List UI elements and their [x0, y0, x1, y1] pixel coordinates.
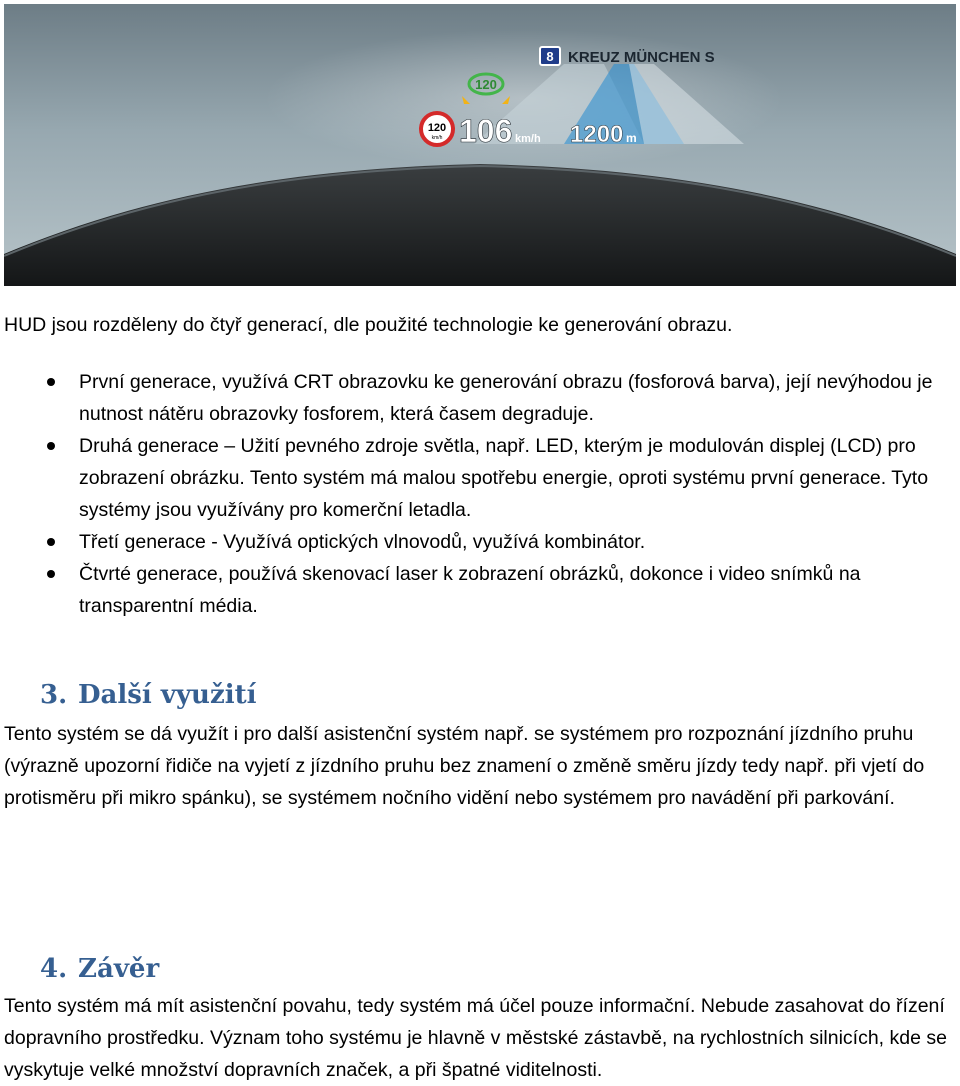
speed-limit-sign	[421, 113, 453, 145]
section-title: Závěr	[78, 954, 160, 984]
hud-illustration	[4, 4, 956, 286]
current-speed: 106	[459, 113, 513, 149]
bullet-icon	[47, 442, 55, 450]
destination-label: KREUZ MÜNCHEN S	[568, 49, 715, 66]
list-item	[4, 430, 948, 526]
bullet-icon	[47, 378, 55, 386]
current-speed-unit: km/h	[515, 133, 541, 145]
section-title: Další využití	[78, 680, 257, 710]
list-item	[4, 366, 948, 430]
section-heading-3	[40, 680, 256, 710]
list-item	[4, 558, 948, 622]
speed-limit-sign-unit: km/h	[431, 135, 443, 141]
list-item-text: Čtvrté generace, používá skenovací laser k zobrazení obrázků, dokonce i video snímků na transparentní média.	[79, 563, 861, 617]
generations-list	[4, 366, 948, 622]
bullet-icon	[47, 570, 55, 578]
bullet-icon	[47, 538, 55, 546]
section-4-paragraph: Tento systém má mít asistenční povahu, tedy systém má účel pouze informační. Nebude zasahovat do řízení dopravního prostředku. Význam toho systému je hlavně v městské zástavbě, na rychlostních silnicích, kde se vyskytuje velké množství dopravních značek, a při špatné viditelnosti.	[4, 995, 947, 1081]
speed-limit-top-value: 120	[475, 77, 497, 92]
section-number: 4.	[40, 954, 68, 984]
section-3-paragraph: Tento systém se dá využít i pro další asistenční systém např. se systémem pro rozpoznání jízdního pruhu (výrazně upozorní řidiče na vyjetí z jízdního pruhu bez znamení o změně směru jízdy tedy např. při vjetí do protisměru při mikro spánku), se systémem nočního vidění nebo systémem pro navádění při parkování.	[4, 723, 925, 809]
intro-paragraph: HUD jsou rozděleny do čtyř generací, dle použité technologie ke generování obrazu.	[4, 314, 733, 336]
speed-limit-sign-value: 120	[427, 122, 447, 134]
route-sign-number: 8	[546, 49, 554, 64]
list-item	[4, 526, 948, 558]
distance-unit: m	[626, 131, 637, 145]
section-number: 3.	[40, 680, 68, 710]
list-item-text: Třetí generace - Využívá optických vlnovodů, využívá kombinátor.	[79, 531, 646, 553]
list-item-text: Druhá generace – Užití pevného zdroje světla, např. LED, kterým je modulován displej (LCD) pro zobrazení obrázku. Tento systém má malou spotřebu energie, oproti systému první generace. Tyto systémy jsou využívány pro komerční letadla.	[79, 435, 929, 521]
list-item-text: První generace, využívá CRT obrazovku ke generování obrazu (fosforová barva), její nevýhodou je nutnost nátěru obrazovky fosforem, která časem degraduje.	[79, 371, 933, 425]
section-heading-4	[40, 954, 159, 984]
hud-photo	[4, 4, 956, 286]
distance-value: 1200	[570, 121, 624, 148]
